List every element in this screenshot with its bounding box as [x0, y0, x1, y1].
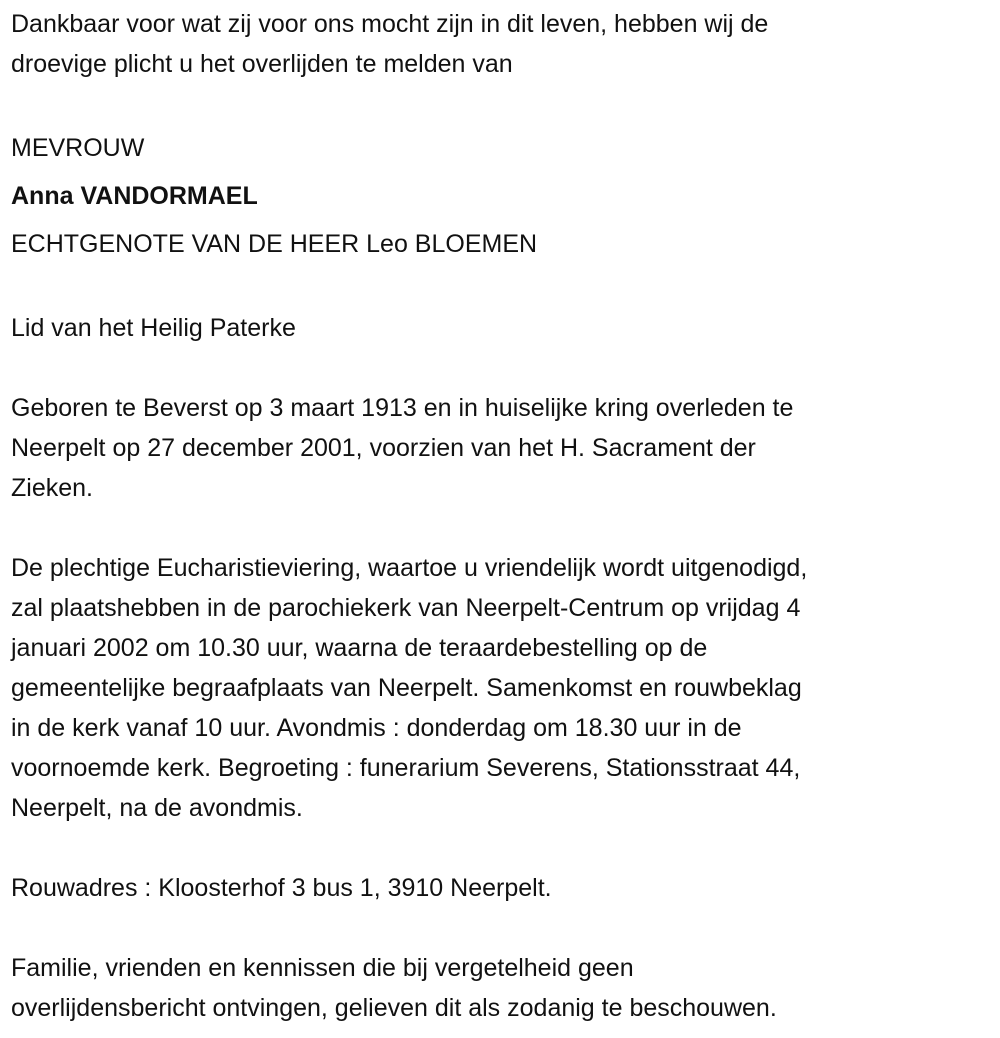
address-paragraph — [11, 868, 1000, 908]
ceremony-paragraph — [11, 548, 1000, 828]
text-line: droevige plicht u het overlijden te melden van — [11, 50, 513, 78]
text-line: Lid van het Heilig Paterke — [11, 314, 296, 342]
text-line: Familie, vrienden en kennissen die bij vergetelheid geen — [11, 954, 634, 982]
text-line: in de kerk vanaf 10 uur. Avondmis : donderdag om 18.30 uur in de — [11, 714, 742, 742]
deceased-name: Anna VANDORMAEL — [11, 182, 258, 210]
text-line: gemeentelijke begraafplaats van Neerpelt. Samenkomst en rouwbeklag — [11, 674, 802, 702]
text-line: zal plaatshebben in de parochiekerk van Neerpelt-Centrum op vrijdag 4 — [11, 594, 801, 622]
text-line: De plechtige Eucharistieviering, waartoe u vriendelijk wordt uitgenodigd, — [11, 554, 808, 582]
membership-paragraph — [11, 308, 1000, 348]
deceased-block — [11, 124, 1000, 268]
text-line: Dankbaar voor wat zij voor ons mocht zijn in dit leven, hebben wij de — [11, 10, 769, 38]
text-line: Neerpelt, na de avondmis. — [11, 794, 303, 822]
intro-paragraph — [11, 4, 1000, 84]
text-line: Rouwadres : Kloosterhof 3 bus 1, 3910 Neerpelt. — [11, 874, 552, 902]
honorific: MEVROUW — [11, 134, 145, 162]
text-line: januari 2002 om 10.30 uur, waarna de teraardebestelling op de — [11, 634, 708, 662]
birth-death-paragraph — [11, 388, 1000, 508]
text-line: Zieken. — [11, 474, 93, 502]
text-line: Geboren te Beverst op 3 maart 1913 en in huiselijke kring overleden te — [11, 394, 794, 422]
text-line: voornoemde kerk. Begroeting : funerarium Severens, Stationsstraat 44, — [11, 754, 801, 782]
spouse-line: ECHTGENOTE VAN DE HEER Leo BLOEMEN — [11, 230, 538, 258]
text-line: overlijdensbericht ontvingen, gelieven dit als zodanig te beschouwen. — [11, 994, 777, 1022]
closing-paragraph — [11, 948, 1000, 1028]
text-line: Neerpelt op 27 december 2001, voorzien van het H. Sacrament der — [11, 434, 756, 462]
